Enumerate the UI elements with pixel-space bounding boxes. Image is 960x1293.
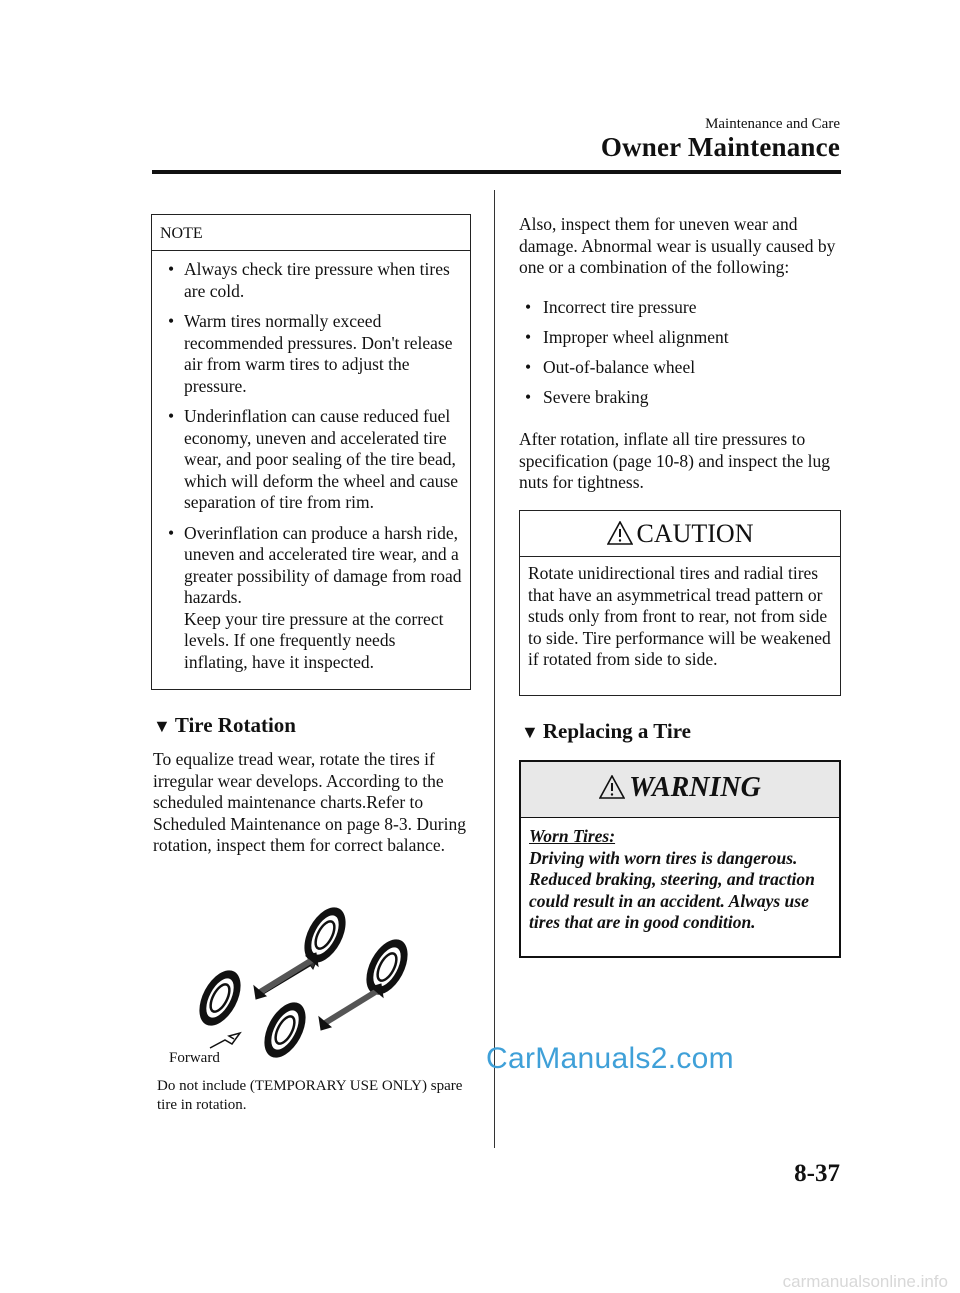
page-title: Owner Maintenance bbox=[600, 132, 840, 162]
note-list bbox=[152, 251, 470, 673]
rotation-arrow-right-icon bbox=[319, 984, 383, 1030]
bullet-icon: • bbox=[168, 522, 175, 543]
bullet-icon: • bbox=[168, 311, 175, 331]
warning-title: Worn Tires: bbox=[529, 826, 616, 846]
caution-text: Rotate unidirectional tires and radial tires that have an asymmetrical tread pattern or studs only from front to rear, not from side to side. Tire performance will be weakened if rotated from side to side. bbox=[528, 563, 831, 669]
bullet-icon: • bbox=[168, 259, 175, 279]
warning-text bbox=[521, 818, 839, 934]
section-label: Maintenance and Care bbox=[705, 116, 840, 132]
page-number: 8-37 bbox=[794, 1160, 840, 1187]
note-item: • Warm tires normally exceed recommended pressures. Don't release air from warm tires to adjust the pressure. bbox=[168, 311, 453, 396]
note-continuation: Keep your tire pressure at the correct levels. If one frequently needs inflating, have it inspected. bbox=[184, 608, 444, 672]
list-item: • Severe braking bbox=[525, 387, 649, 407]
after-rotation-text: After rotation, inflate all tire pressures to specification (page 10-8) and inspect the lug nuts for tightness. bbox=[519, 429, 831, 492]
warning-triangle-icon bbox=[599, 775, 625, 799]
tire-rotation-heading: ▼ Tire Rotation bbox=[153, 713, 296, 737]
bullet-icon: • bbox=[525, 387, 532, 407]
tire-rotation-diagram bbox=[150, 880, 480, 1070]
tire-front-right-icon bbox=[358, 933, 416, 1002]
wear-causes-list bbox=[521, 297, 841, 417]
note-heading: NOTE bbox=[152, 215, 470, 251]
triangle-marker-icon: ▼ bbox=[153, 716, 171, 736]
bullet-icon: • bbox=[525, 357, 532, 377]
bullet-icon: • bbox=[525, 327, 532, 347]
list-item: • Incorrect tire pressure bbox=[525, 297, 697, 317]
forward-arrow-icon bbox=[210, 1033, 240, 1048]
footer-watermark: carmanualsonline.info bbox=[782, 1272, 948, 1291]
note-item: • Underinflation can cause reduced fuel economy, uneven and accelerated tire wear, and poor sealing of the tire bead, which will deform the wheel and cause separation of tire from rim. bbox=[168, 406, 459, 512]
forward-label: Forward bbox=[169, 1050, 220, 1066]
warning-body: Driving with worn tires is dangerous. Reduced braking, steering, and traction could result in an accident. Always use tires that are in good condition. bbox=[529, 847, 815, 932]
caution-box bbox=[519, 510, 841, 696]
note-item: • Overinflation can produce a harsh ride, uneven and accelerated tire wear, and a greater possibility of damage from road hazards. Keep your tire pressure at the correct levels. If one frequently needs inflating, have it inspected. bbox=[168, 522, 462, 672]
triangle-marker-icon: ▼ bbox=[521, 722, 539, 742]
tire-rear-right-icon bbox=[256, 996, 314, 1065]
rotation-arrow-left-icon bbox=[254, 953, 318, 999]
note-box bbox=[151, 214, 471, 690]
tire-rear-left-icon bbox=[191, 964, 249, 1033]
warning-box bbox=[519, 760, 841, 958]
column-divider bbox=[494, 190, 495, 1148]
site-watermark: CarManuals2.com bbox=[486, 1042, 734, 1075]
inspection-intro: Also, inspect them for uneven wear and damage. Abnormal wear is usually caused by one or a combination of the following: bbox=[519, 214, 836, 277]
list-item: • Improper wheel alignment bbox=[525, 327, 729, 347]
bullet-icon: • bbox=[168, 406, 175, 426]
tire-rotation-text: To equalize tread wear, rotate the tires if irregular wear develops. According to the scheduled maintenance charts.Refer to Scheduled Maintenance on page 8-3. During rotation, inspect them for correct balance. bbox=[153, 749, 466, 855]
tire-front-left-icon bbox=[296, 901, 354, 970]
warning-triangle-icon bbox=[607, 521, 633, 545]
list-item: • Out-of-balance wheel bbox=[525, 357, 696, 377]
bullet-icon: • bbox=[525, 297, 532, 317]
replacing-tire-heading: ▼ Replacing a Tire bbox=[521, 719, 692, 743]
footer-watermark-bar bbox=[0, 1270, 960, 1293]
figure-caption: Do not include (TEMPORARY USE ONLY) spare tire in rotation. bbox=[157, 1078, 463, 1113]
warning-heading: WARNING bbox=[521, 762, 839, 818]
note-item: • Always check tire pressure when tires are cold. bbox=[168, 259, 450, 301]
caution-heading: CAUTION bbox=[520, 511, 840, 557]
header-rule bbox=[152, 170, 841, 174]
